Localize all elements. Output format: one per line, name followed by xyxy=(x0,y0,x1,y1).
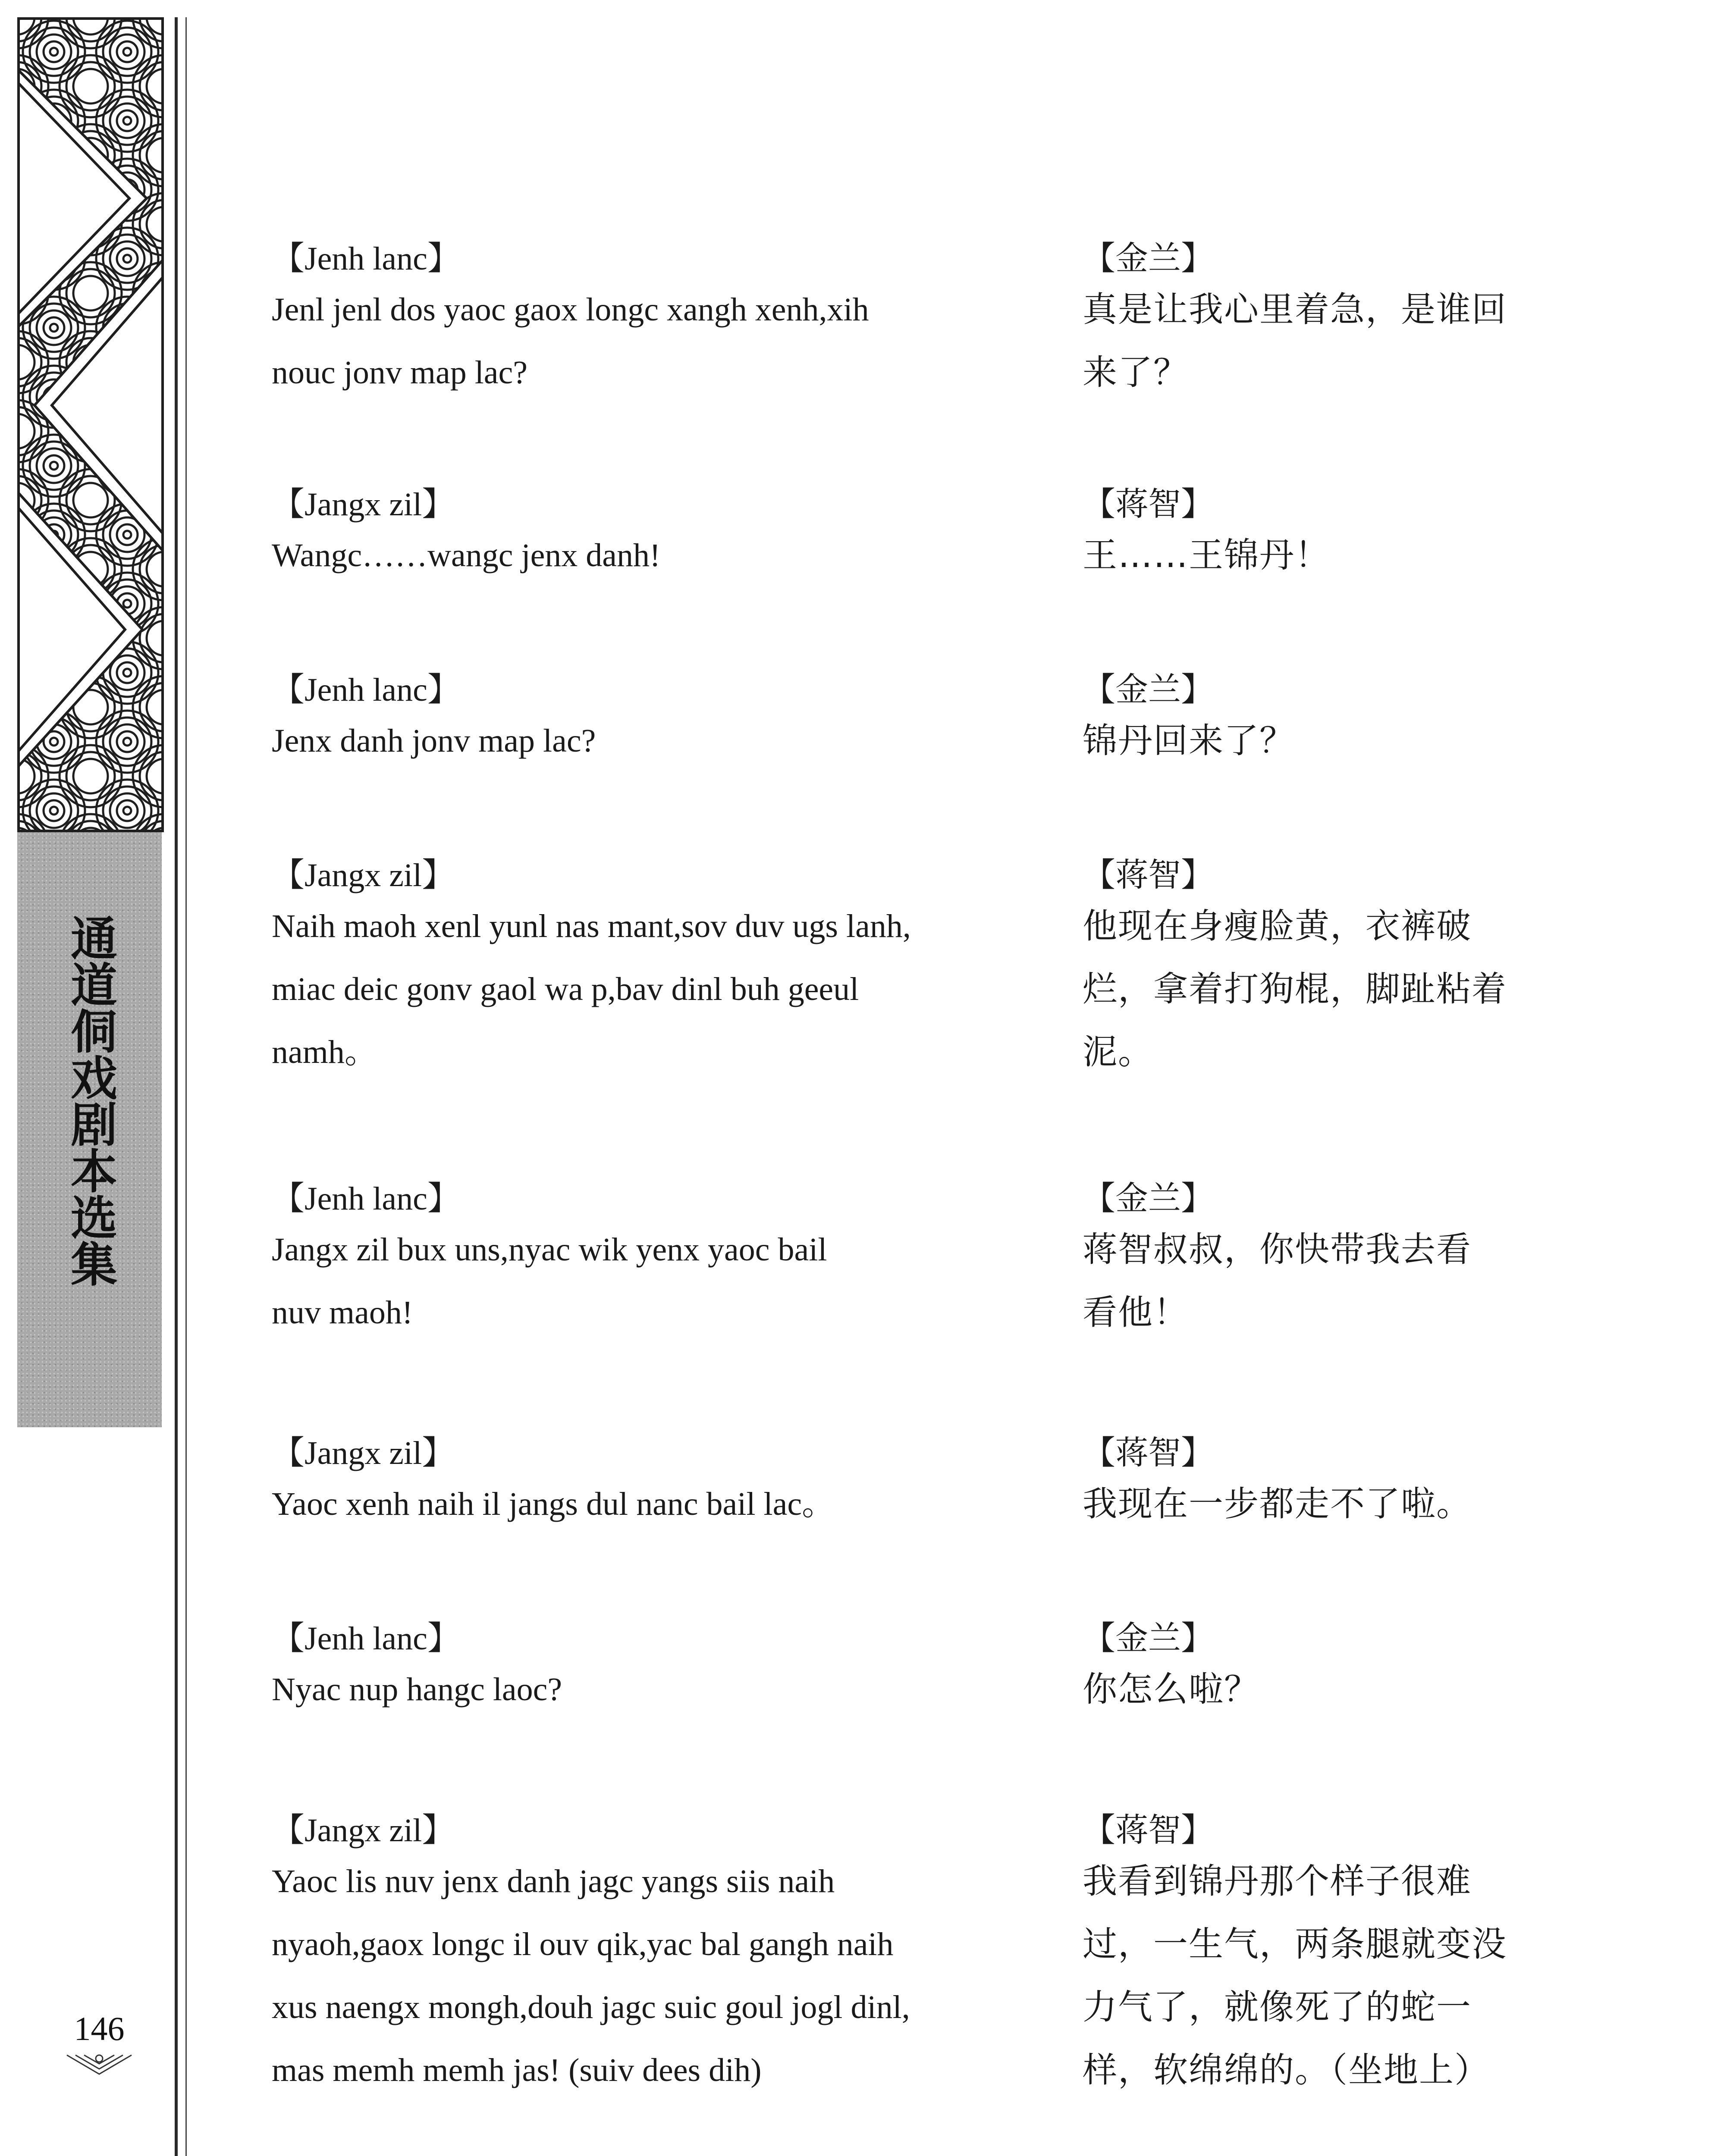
speaker-label: 【Jangx zil】 xyxy=(272,1435,455,1471)
dialogue-line: miac deic gonv gaol wa p,bav dinl buh geeul xyxy=(272,971,859,1007)
dialogue-line: 蒋智叔叔，你快带我去看 xyxy=(1083,1229,1472,1269)
dialogue-line: 来了？ xyxy=(1083,352,1189,392)
dialogue-line: Yaoc lis nuv jenx danh jagc yangs siis naih xyxy=(272,1863,835,1899)
dong-dialogue-block xyxy=(272,1811,1033,2102)
dialogue-line: nouc jonv map lac? xyxy=(272,354,528,391)
dialogue-line: 王……王锦丹！ xyxy=(1083,535,1330,575)
page-border-line xyxy=(175,17,178,2156)
dong-dialogue-block xyxy=(272,1179,1033,1344)
speaker-label: 【Jangx zil】 xyxy=(272,486,455,523)
dong-dialogue-block xyxy=(272,1619,1033,1721)
dialogue-line: 看他！ xyxy=(1083,1292,1189,1332)
dialogue-line: 烂，拿着打狗棍，脚趾粘着 xyxy=(1083,969,1507,1009)
dong-dialogue-block xyxy=(272,239,1033,404)
speaker-label: 【Jenh lanc】 xyxy=(272,672,460,708)
dialogue-line: Naih maoh xenl yunl nas mant,sov duv ugs lanh, xyxy=(272,908,911,944)
speaker-label: 【蒋智】 xyxy=(1083,1812,1214,1849)
dialogue-line: Jenl jenl dos yaoc gaox longc xangh xenh,xih xyxy=(272,291,869,328)
dialogue-line: Yaoc xenh naih il jangs dul nanc bail lac。 xyxy=(272,1486,835,1522)
dialogue-line: Wangc……wangc jenx danh! xyxy=(272,537,661,573)
dialogue-line: 泥。 xyxy=(1083,1032,1153,1072)
chinese-dialogue-block xyxy=(1083,485,1566,587)
dialogue-line: nuv maoh! xyxy=(272,1294,413,1331)
dialogue-line: mas memh memh jas! (suiv dees dih) xyxy=(272,2052,762,2088)
dialogue-line: Nyac nup hangc laoc? xyxy=(272,1671,562,1708)
dialogue-line: 你怎么啦？ xyxy=(1083,1669,1259,1709)
speaker-label: 【Jangx zil】 xyxy=(272,1812,455,1849)
dialogue-line: Jenx danh jonv map lac? xyxy=(272,723,596,759)
dong-dialogue-block xyxy=(272,671,1033,772)
dong-dialogue-block xyxy=(272,856,1033,1084)
series-title: 通 道 侗 戏 剧 本 选 集 xyxy=(63,914,117,1287)
dialogue-line: 样，软绵绵的。（坐地上） xyxy=(1083,2050,1490,2090)
speaker-label: 【金兰】 xyxy=(1083,1620,1214,1657)
chinese-dialogue-block xyxy=(1083,1179,1566,1344)
dialogue-line: xus naengx mongh,douh jagc suic goul jogl dinl, xyxy=(272,1989,910,2025)
chinese-dialogue-block xyxy=(1083,671,1566,772)
chinese-dialogue-block xyxy=(1083,1434,1566,1536)
dialogue-line: 锦丹回来了？ xyxy=(1083,721,1295,761)
dialogue-line: namh。 xyxy=(272,1034,377,1070)
series-title-band xyxy=(17,832,162,1427)
dialogue-line: 我现在一步都走不了啦。 xyxy=(1083,1484,1472,1524)
speaker-label: 【Jenh lanc】 xyxy=(272,1620,460,1657)
dialogue-line: 真是让我心里着急，是谁回 xyxy=(1083,289,1507,329)
chinese-dialogue-block xyxy=(1083,1619,1566,1721)
dong-dialogue-block xyxy=(272,485,1033,587)
speaker-label: 【蒋智】 xyxy=(1083,486,1214,523)
speaker-label: 【Jangx zil】 xyxy=(272,857,455,893)
chinese-dialogue-block xyxy=(1083,856,1566,1084)
speaker-label: 【Jenh lanc】 xyxy=(272,241,460,277)
chinese-dialogue-block xyxy=(1083,239,1566,404)
page-border-line-thin xyxy=(185,17,187,2156)
dong-dialogue-block xyxy=(272,1434,1033,1536)
page-number: 146 xyxy=(74,2010,125,2047)
speaker-label: 【金兰】 xyxy=(1083,241,1214,277)
decorative-cloud-pattern xyxy=(17,17,164,832)
speaker-label: 【金兰】 xyxy=(1083,1181,1214,1217)
speaker-label: 【金兰】 xyxy=(1083,672,1214,708)
dialogue-line: 我看到锦丹那个样子很难 xyxy=(1083,1861,1472,1901)
dialogue-line: 他现在身瘦脸黄，衣裤破 xyxy=(1083,906,1472,946)
speaker-label: 【蒋智】 xyxy=(1083,857,1214,893)
page-number-ornament-icon xyxy=(65,2052,134,2078)
speaker-label: 【蒋智】 xyxy=(1083,1435,1214,1471)
chinese-dialogue-block xyxy=(1083,1811,1566,2102)
speaker-label: 【Jenh lanc】 xyxy=(272,1181,460,1217)
dialogue-line: 过，一生气，两条腿就变没 xyxy=(1083,1924,1507,1964)
dialogue-line: 力气了，就像死了的蛇一 xyxy=(1083,1987,1472,2027)
dialogue-line: nyaoh,gaox longc il ouv qik,yac bal gangh naih xyxy=(272,1926,894,1962)
dialogue-line: Jangx zil bux uns,nyac wik yenx yaoc bail xyxy=(272,1232,827,1268)
